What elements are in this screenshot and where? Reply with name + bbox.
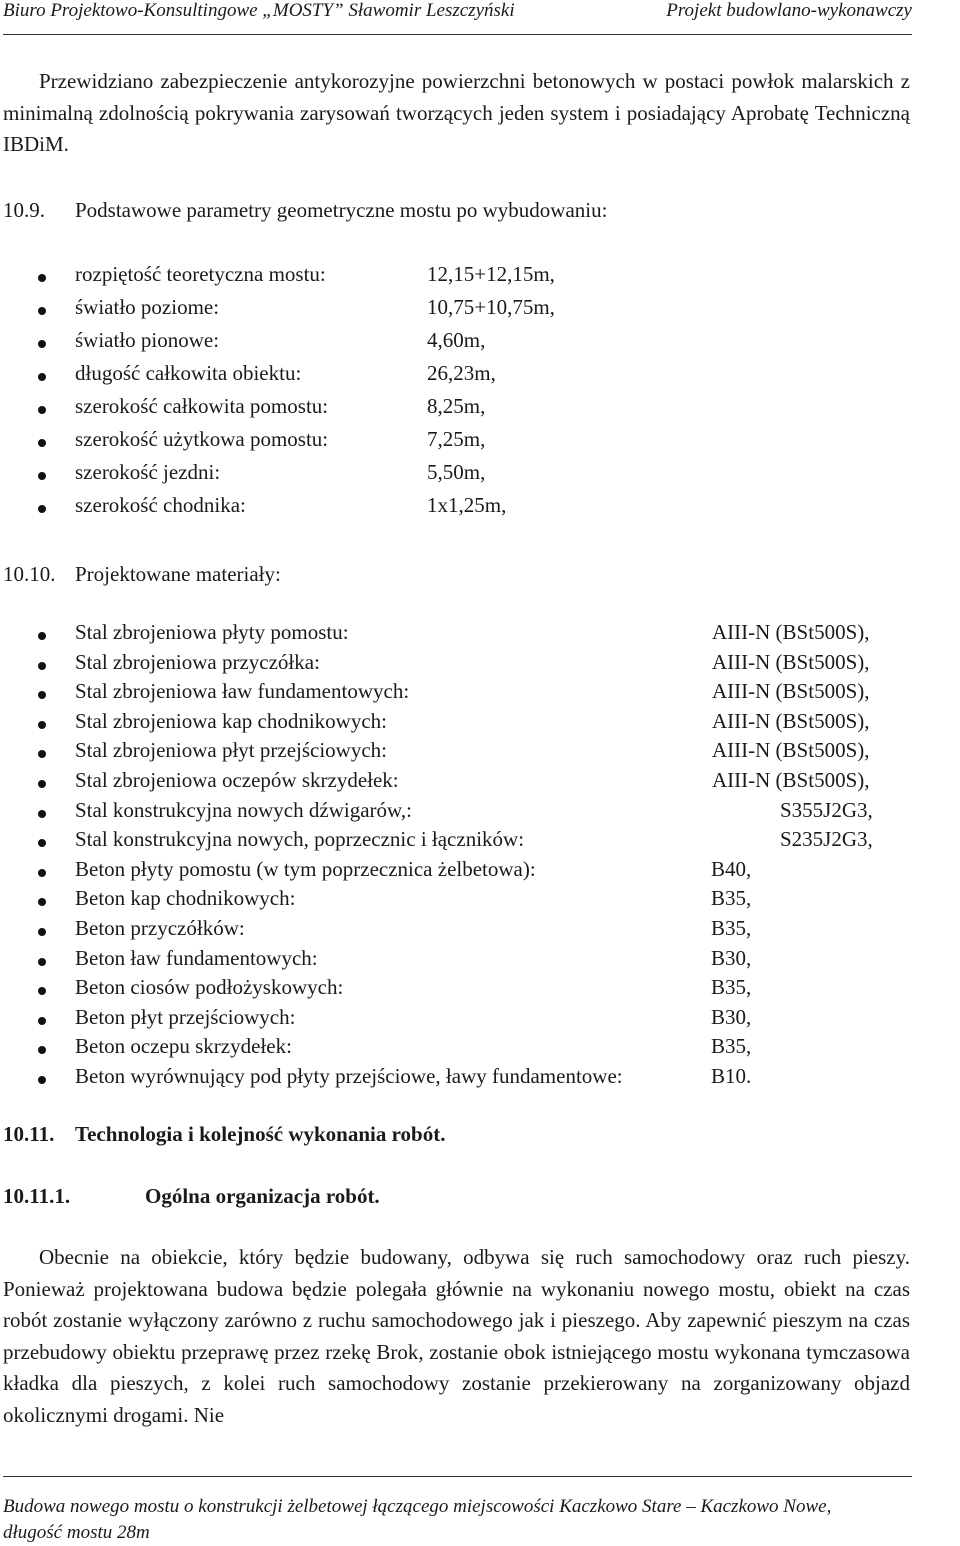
material-label: Beton płyt przejściowych:	[75, 1004, 296, 1029]
material-value: AIII-N (BSt500S),	[712, 649, 870, 674]
footer-line-1: Budowa nowego mostu o konstrukcji żelbetowej łączącego miejscowości Kaczkowo Stare – Kaczkowo Nowe,	[3, 1496, 832, 1517]
material-label: Beton oczepu skrzydełek:	[75, 1034, 292, 1059]
bullet-icon	[38, 1017, 46, 1025]
material-label: Beton ciosów podłożyskowych:	[75, 975, 344, 1000]
section-title: Projektowane materiały:	[75, 562, 281, 586]
material-value: AIII-N (BSt500S),	[712, 620, 870, 644]
parameter-value: 8,25m,	[427, 394, 486, 418]
material-value: B30,	[711, 945, 752, 970]
material-value: AIII-N (BSt500S),	[712, 708, 870, 733]
material-value: B40,	[711, 856, 752, 881]
bullet-icon	[38, 505, 46, 513]
bullet-icon	[38, 810, 46, 818]
bullet-icon	[38, 898, 46, 906]
material-value: B35,	[711, 915, 752, 940]
section-title: Ogólna organizacja robót.	[145, 1184, 380, 1208]
parameter-value: 7,25m,	[427, 427, 486, 451]
section-number: 10.10.	[3, 562, 56, 586]
material-label: Stal zbrojeniowa przyczółka:	[75, 649, 320, 674]
material-label: Beton ław fundamentowych:	[75, 945, 318, 970]
material-label: Beton przyczółków:	[75, 915, 245, 940]
page-header	[3, 0, 912, 35]
section-number: 10.9.	[3, 198, 45, 222]
intro-paragraph: Przewidziano zabezpieczenie antykorozyjne powierzchni betonowych w postaci powłok malarskich z minimalną zdolnością pokrywania zarysowań tworzących jeden system i posiadający Aprobatę Techniczną IBDiM.	[3, 69, 910, 156]
material-label: Stal zbrojeniowa płyty pomostu:	[75, 620, 349, 644]
material-label: Stal zbrojeniowa oczepów skrzydełek:	[75, 767, 399, 792]
bullet-icon	[38, 472, 46, 480]
bullet-icon	[38, 373, 46, 381]
bullet-icon	[38, 439, 46, 447]
parameter-label: światło poziome:	[75, 295, 220, 319]
parameter-value: 10,75+10,75m,	[427, 295, 555, 319]
material-value: AIII-N (BSt500S),	[712, 738, 870, 763]
parameter-value: 26,23m,	[427, 361, 496, 385]
material-label: Stal zbrojeniowa ław fundamentowych:	[75, 679, 410, 704]
material-value: B35,	[711, 886, 752, 911]
bullet-icon	[38, 632, 46, 640]
material-value: B35,	[711, 1034, 752, 1059]
bullet-icon	[38, 839, 46, 847]
bullet-icon	[38, 780, 46, 788]
material-value: AIII-N (BSt500S),	[712, 767, 870, 792]
bullet-icon	[38, 274, 46, 282]
material-label: Stal konstrukcyjna nowych, poprzecznic i łączników:	[75, 827, 525, 852]
bullet-icon	[38, 1076, 46, 1084]
material-label: Beton wyrównujący pod płyty przejściowe, ławy fundamentowe:	[75, 1063, 623, 1088]
bullet-icon	[38, 691, 46, 699]
section-10-9-heading	[3, 198, 607, 223]
parameter-value: 4,60m,	[427, 328, 486, 352]
parameter-label: szerokość jezdni:	[75, 460, 221, 484]
material-value: S355J2G3,	[780, 797, 873, 822]
body-paragraph: Obecnie na obiekcie, który będzie budowany, odbywa się ruch samochodowy oraz ruch pieszy. Ponieważ projektowana budowa będzie polegała głównie na wykonaniu nowego mostu, obiekt na czas robót zostanie wyłączony zarówno z ruchu samochodowego jak i pieszego. Aby zapewnić pieszym na czas przebudowy obiektu przeprawę przez rzekę Brok, zostanie obok istniejącego mostu wykonana tymczasowa kładka dla pieszych, z kolei ruch samochodowy zostanie przekierowany na zorganizowany objazd okolicznymi drogami. Nie	[3, 1245, 910, 1427]
section-10-11-heading	[3, 1122, 445, 1147]
bullet-icon	[38, 869, 46, 877]
page-footer	[3, 1476, 912, 1546]
bullet-icon	[38, 406, 46, 414]
parameter-value: 5,50m,	[427, 460, 486, 484]
header-company: Biuro Projektowo-Konsultingowe „MOSTY” Sławomir Leszczyński	[3, 0, 515, 21]
bullet-icon	[38, 340, 46, 348]
parameter-label: rozpiętość teoretyczna mostu:	[75, 262, 326, 286]
bullet-icon	[38, 987, 46, 995]
section-title: Technologia i kolejność wykonania robót.	[75, 1122, 446, 1146]
section-10-11-1-heading	[3, 1184, 380, 1209]
parameter-label: światło pionowe:	[75, 328, 220, 352]
parameter-label: długość całkowita obiektu:	[75, 361, 302, 385]
footer-line-2: długość mostu 28m	[3, 1522, 150, 1543]
parameter-value: 12,15+12,15m,	[427, 262, 555, 286]
material-label: Stal zbrojeniowa płyt przejściowych:	[75, 738, 387, 763]
section-number: 10.11.1.	[3, 1184, 71, 1208]
bullet-icon	[38, 721, 46, 729]
material-value: B35,	[711, 975, 752, 1000]
parameter-label: szerokość całkowita pomostu:	[75, 394, 329, 418]
material-value: B10.	[711, 1063, 752, 1088]
material-value: AIII-N (BSt500S),	[712, 679, 870, 704]
material-label: Beton kap chodnikowych:	[75, 886, 296, 911]
bullet-icon	[38, 307, 46, 315]
bullet-icon	[38, 750, 46, 758]
bullet-icon	[38, 1046, 46, 1054]
section-number: 10.11.	[3, 1122, 55, 1146]
header-project-type: Projekt budowlano-wykonawczy	[666, 0, 912, 21]
parameter-label: szerokość chodnika:	[75, 493, 246, 517]
bullet-icon	[38, 958, 46, 966]
material-label: Stal zbrojeniowa kap chodnikowych:	[75, 708, 388, 733]
bullet-icon	[38, 662, 46, 670]
material-label: Stal konstrukcyjna nowych dźwigarów,:	[75, 797, 412, 822]
bullet-icon	[38, 928, 46, 936]
material-label: Beton płyty pomostu (w tym poprzecznica żelbetowa):	[75, 856, 536, 881]
parameter-label: szerokość użytkowa pomostu:	[75, 427, 329, 451]
material-value: B30,	[711, 1004, 752, 1029]
material-value: S235J2G3,	[780, 827, 873, 852]
parameter-value: 1x1,25m,	[427, 493, 507, 517]
section-10-10-heading	[3, 562, 281, 587]
section-title: Podstawowe parametry geometryczne mostu po wybudowaniu:	[75, 198, 608, 222]
